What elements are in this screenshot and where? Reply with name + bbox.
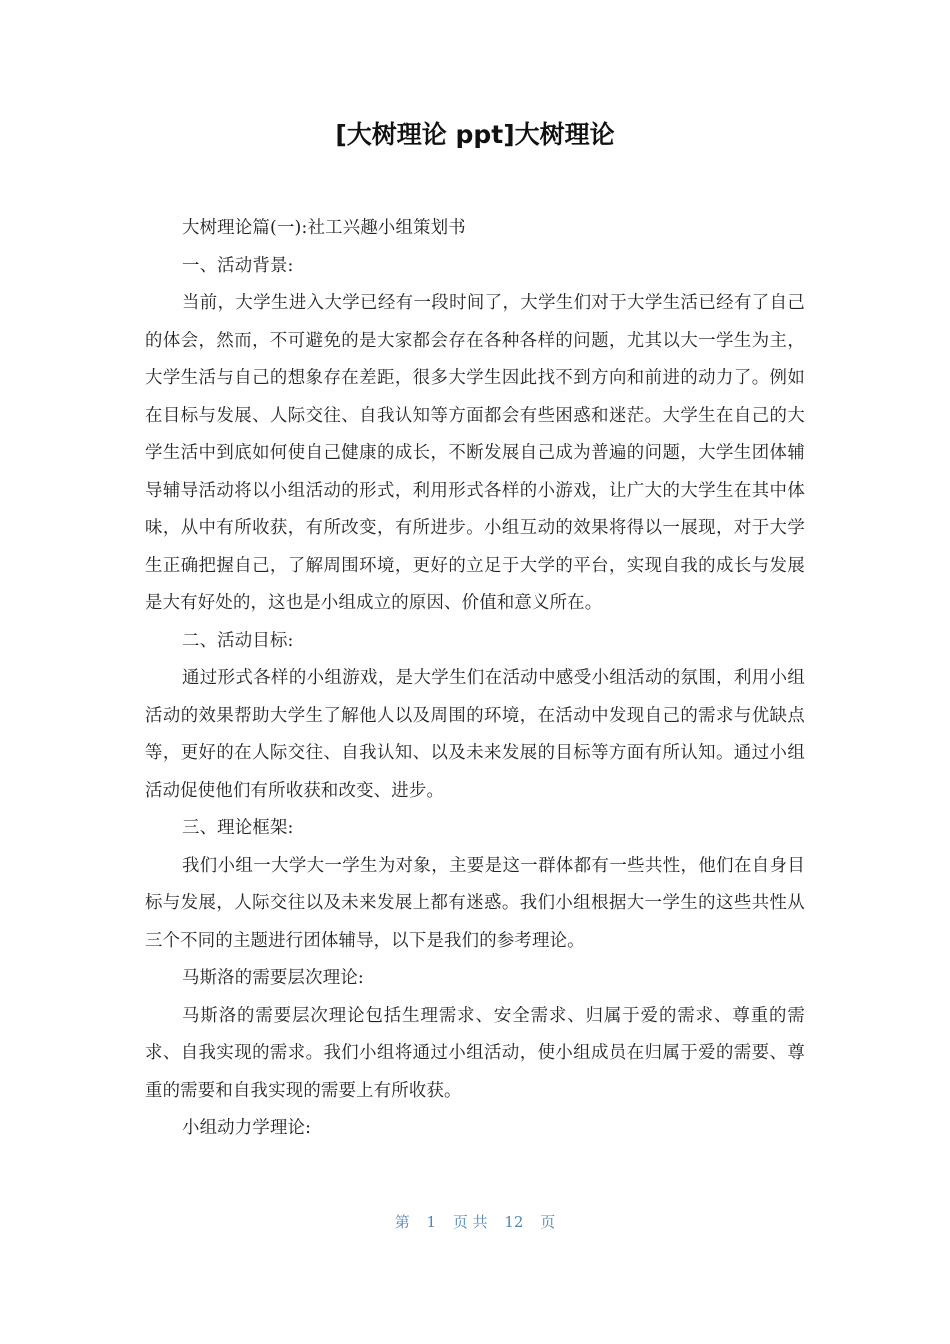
section-heading-background: 一、活动背景: — [182, 255, 294, 276]
page-title: [大树理论 ppt]大树理论 — [335, 120, 615, 149]
paragraph-goals: 通过形式各样的小组游戏，是大学生们在活动中感受小组活动的氛围，利用小组活动的效果帮助大学生了解他人以及周围的环境，在活动中发现自己的需求与优缺点等，更好的在人际交往、自我认知、以及未来发展的目标等方面有所认知。通过小组活动促使他们有所收获和改变、进步。 — [145, 668, 805, 801]
footer-label-of: 页 共 — [452, 1213, 488, 1231]
document-body — [145, 210, 805, 1148]
footer-label-end: 页 — [540, 1213, 556, 1231]
footer-current-page: 1 — [426, 1213, 437, 1231]
paragraph-background: 当前，大学生进入大学已经有一段时间了，大学生们对于大学生活已经有了自己的体会，然而，不可避免的是大家都会存在各种各样的问题，尤其以大一学生为主，大学生活与自己的想象存在差距，很多大学生因此找不到方向和前进的动力了。例如在目标与发展、人际交往、自我认知等方面都会有些困惑和迷茫。大学生在自己的大学生活中到底如何使自己健康的成长，不断发展自己成为普遍的问题，大学生团体辅导辅导活动将以小组活动的形式，利用形式各样的小游戏，让广大的大学生在其中体味，从中有所收获，有所改变，有所进步。小组互动的效果将得以一展现，对于大学生正确把握自己，了解周围环境，更好的立足于大学的平台，实现自我的成长与发展是大有好处的，这也是小组成立的原因、价值和意义所在。 — [145, 293, 805, 613]
subheading-group-dynamics: 小组动力学理论: — [182, 1118, 312, 1138]
footer-label-page: 第 — [394, 1213, 410, 1231]
paragraph-framework: 我们小组一大学大一学生为对象，主要是这一群体都有一些共性，他们在自身目标与发展，人际交往以及未来发展上都有迷惑。我们小组根据大一学生的这些共性从三个不同的主题进行团体辅导，以下是我们的参考理论。 — [145, 855, 805, 951]
section-heading-doc: 大树理论篇(一):社工兴趣小组策划书 — [182, 218, 466, 238]
section-heading-framework: 三、理论框架: — [182, 818, 294, 838]
footer-total-pages: 12 — [504, 1213, 524, 1231]
subheading-maslow: 马斯洛的需要层次理论: — [182, 968, 364, 988]
page-footer — [0, 1210, 950, 1234]
paragraph-maslow: 马斯洛的需要层次理论包括生理需求、安全需求、归属于爱的需求、尊重的需求、自我实现的需求。我们小组将通过小组活动，使小组成员在归属于爱的需要、尊重的需要和自我实现的需要上有所收获。 — [145, 1005, 805, 1101]
section-heading-goals: 二、活动目标: — [182, 630, 294, 651]
